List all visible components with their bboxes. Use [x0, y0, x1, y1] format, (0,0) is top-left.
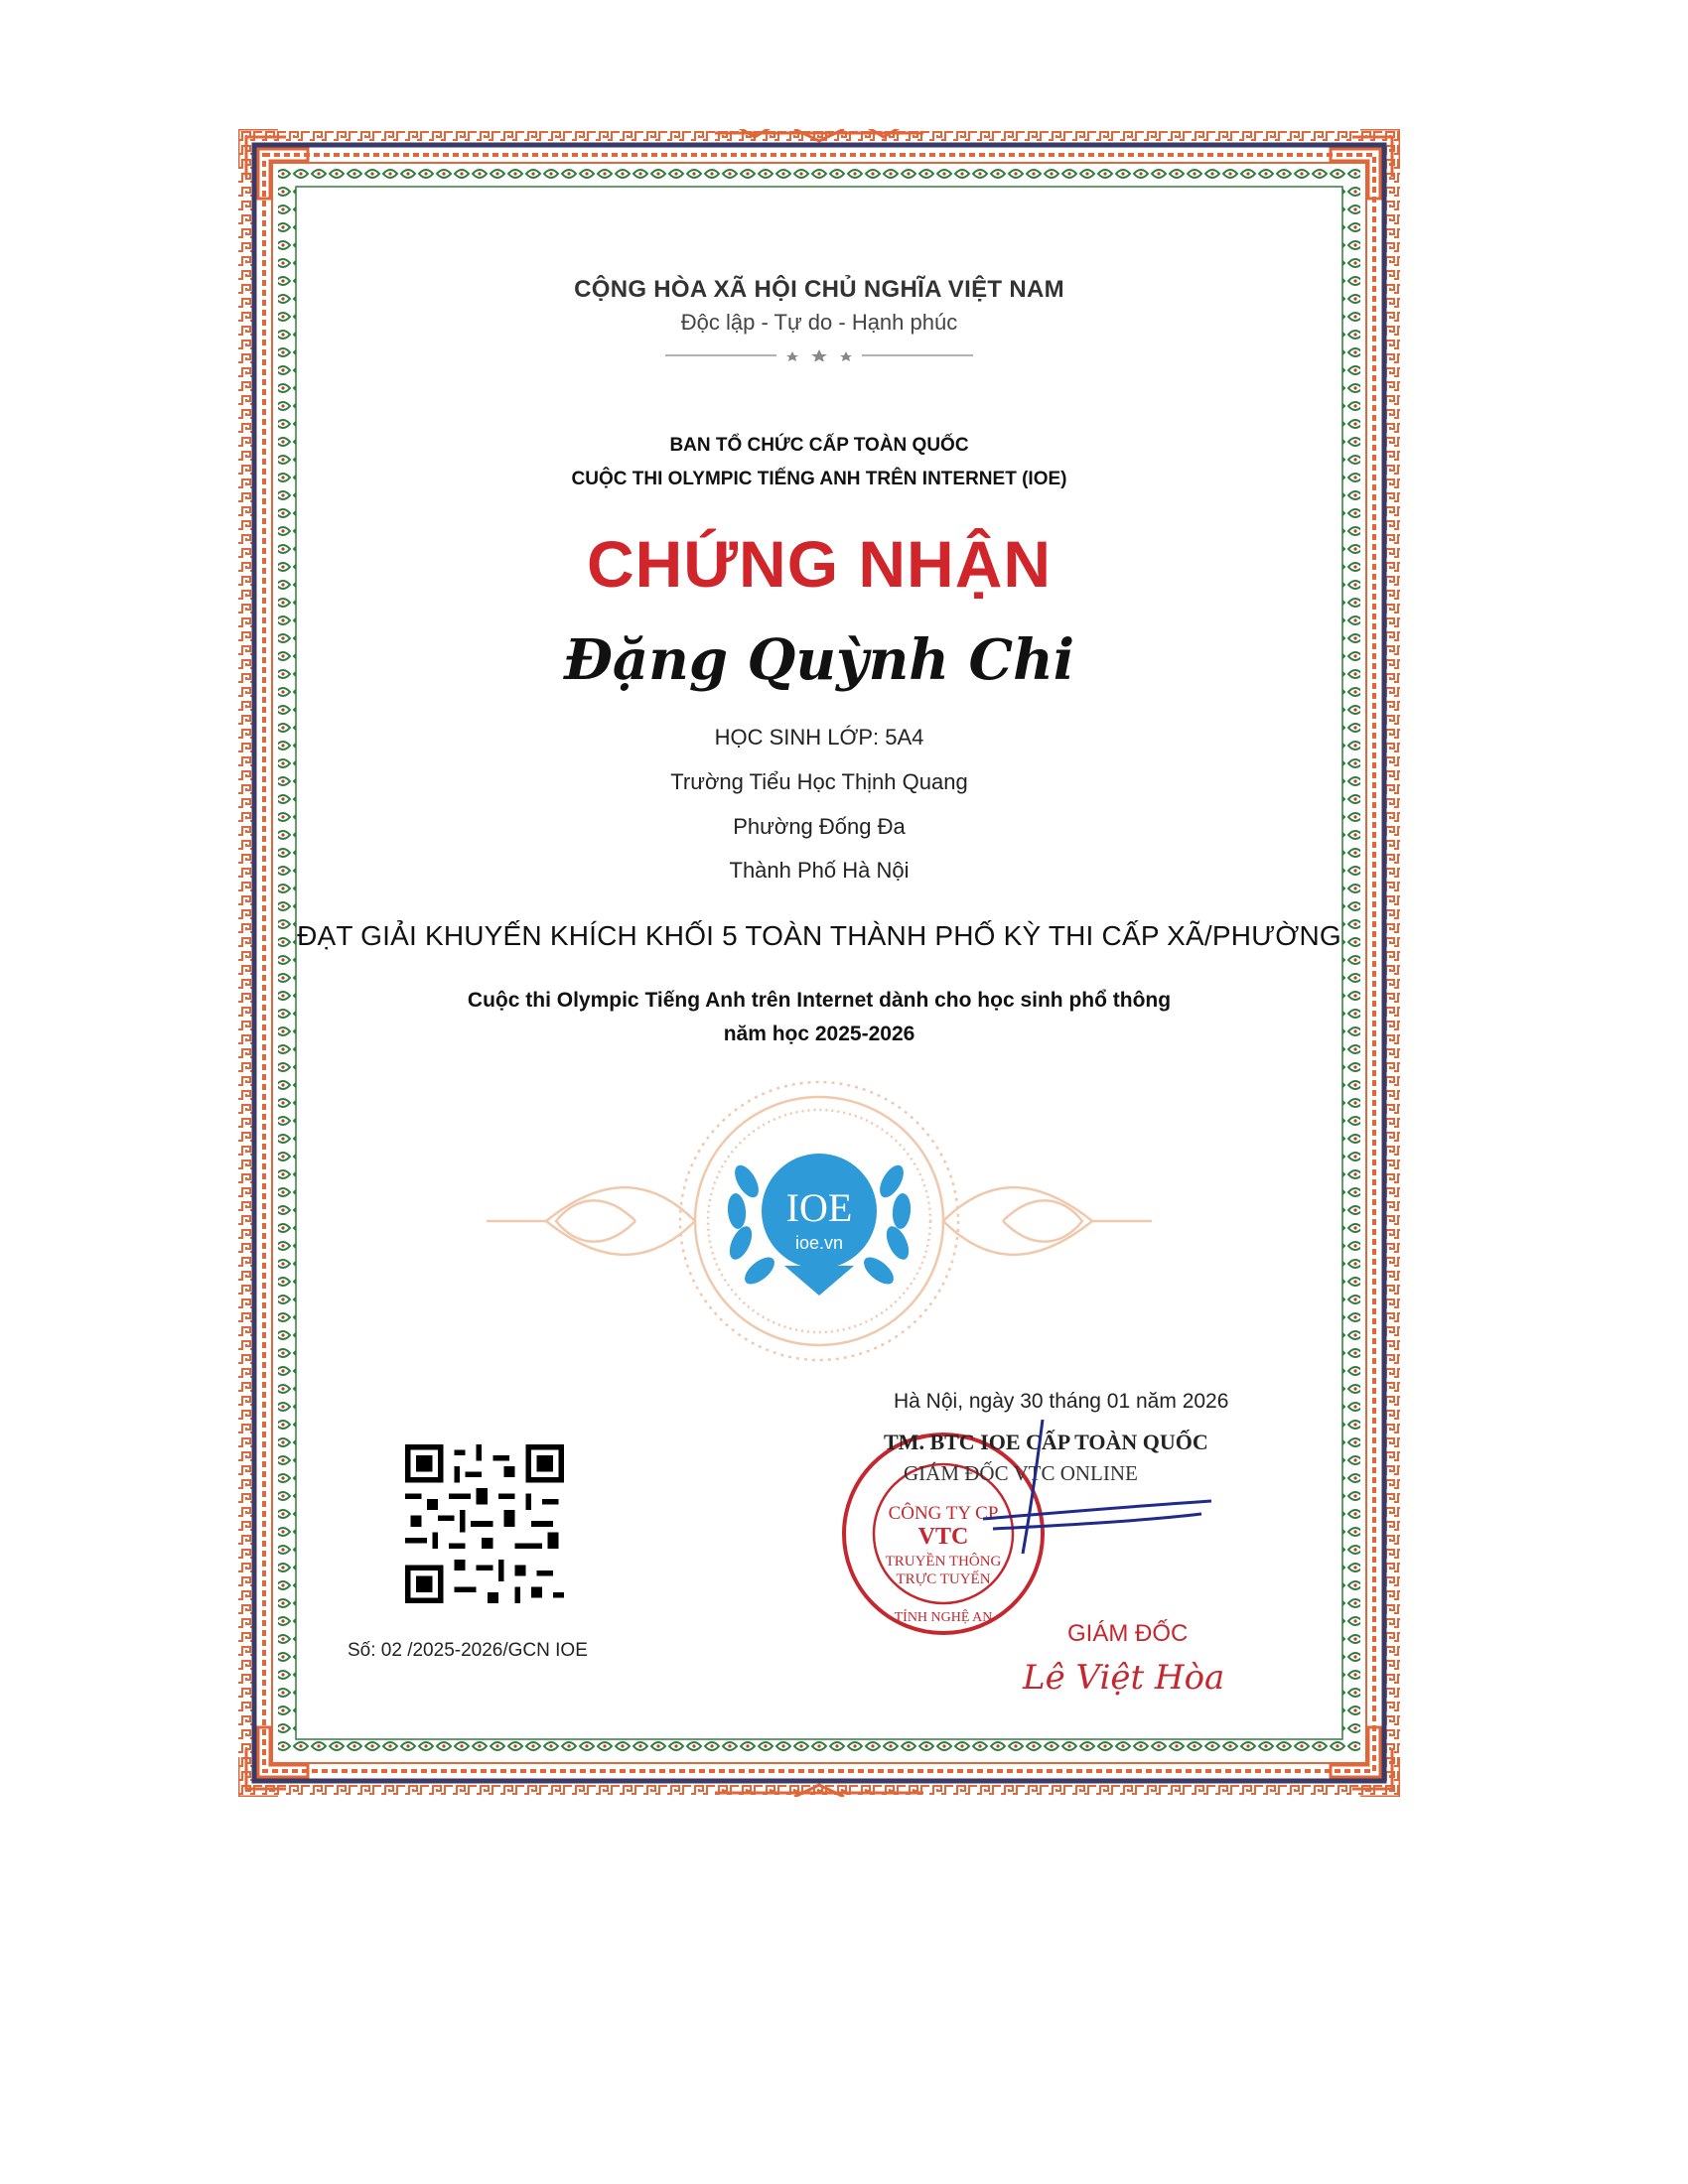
svg-text:VTC: VTC — [917, 1524, 969, 1550]
divider-stars — [665, 349, 973, 361]
contest-line-2: năm học 2025-2026 — [723, 1023, 915, 1045]
svg-text:TỈNH NGHỆ AN: TỈNH NGHỆ AN — [894, 1610, 993, 1625]
certificate-serial: Số: 02 /2025-2026/GCN IOE — [348, 1640, 588, 1661]
director-role: GIÁM ĐỐC — [1067, 1620, 1189, 1647]
svg-text:TRUYỀN THÔNG: TRUYỀN THÔNG — [885, 1554, 1002, 1570]
logo-text: IOE — [785, 1185, 853, 1230]
ioe-emblem — [487, 1072, 1152, 1370]
nation-heading: CỘNG HÒA XÃ HỘI CHỦ NGHĨA VIỆT NAM — [574, 276, 1064, 303]
svg-text:TRỰC TUYẾN: TRỰC TUYẾN — [896, 1571, 991, 1587]
recipient-school: Trường Tiểu Học Thịnh Quang — [670, 769, 968, 794]
handwritten-signature — [923, 1420, 1221, 1559]
organizer-line-2: CUỘC THI OLYMPIC TIẾNG ANH TRÊN INTERNET (IOE) — [571, 469, 1067, 489]
signing-date: Hà Nội, ngày 30 tháng 01 năm 2026 — [894, 1390, 1229, 1413]
certificate — [238, 129, 1400, 1797]
national-motto: Độc lập - Tự do - Hạnh phúc — [680, 310, 958, 335]
contest-line-1: Cuộc thi Olympic Tiếng Anh trên Internet dành cho học sinh phổ thông — [467, 989, 1172, 1012]
organizer-line-1: BAN TỔ CHỨC CẤP TOÀN QUỐC — [669, 435, 969, 456]
logo-subtext: ioe.vn — [794, 1233, 844, 1253]
certificate-title: CHỨNG NHẬN — [586, 527, 1053, 601]
svg-text:CÔNG TY CP: CÔNG TY CP — [888, 1503, 999, 1524]
recipient-ward: Phường Đống Đa — [733, 814, 906, 839]
recipient-city: Thành Phố Hà Nội — [729, 858, 910, 883]
signer-title-2: GIÁM ĐỐC VTC ONLINE — [904, 1461, 1138, 1485]
recipient-name: Đặng Quỳnh Chi — [563, 627, 1075, 693]
signer-title-1: TM. BTC IOE CẤP TOÀN QUỐC — [884, 1430, 1208, 1454]
award-line: ĐẠT GIẢI KHUYẾN KHÍCH KHỐI 5 TOÀN THÀNH PHỐ KỲ THI CẤP XÃ/PHƯỜNG — [297, 920, 1341, 951]
recipient-class: HỌC SINH LỚP: 5A4 — [714, 725, 924, 750]
director-name: Lê Việt Hòa — [1023, 1658, 1225, 1698]
qr-code — [405, 1444, 564, 1603]
